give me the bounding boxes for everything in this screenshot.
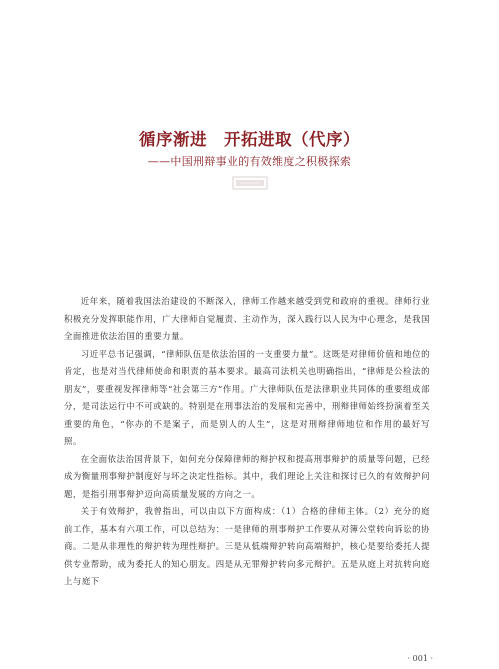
page-number: · 001 · (407, 654, 433, 663)
paragraph: 关于有效辩护，我曾指出，可以由以下方面构成：（1）合格的律师主体。（2）充分的庭前工作，基本有六项工作，可以总结为：一是律师的刑事辩护工作要从对簿公堂转向诉讼的协商。二是从非理性的辩护转为理性辩护。三是从低端辩护转向高端辩护，核心是要给委托人提供专业帮助，成为委托人的知心朋友。四是从无罪辩护转向多元辩护。五是从庭上对抗转向庭上与庭下 (64, 506, 430, 586)
paragraph: 近年来，随着我国法治建设的不断深入，律师工作越来越受到党和政府的重视。律师行业积极充分发挥职能作用，广大律师自觉履责、主动作为，深入践行以人民为中心理念，是我国全面推进依法治国的重要力量。 (64, 296, 430, 341)
page-title: 循序渐进 开拓进取（代序） (139, 130, 360, 149)
paragraph: 习近平总书记强调，“律师队伍是依法治国的一支重要力量”。这既是对律师价值和地位的肯定，也是对当代律师使命和职责的基本要求。最高司法机关也明确指出，“律师是公检法的朋友”，要重视发挥律师等“社会第三方”作用。广大律师队伍是法律职业共同体的重要组成部分，是司法运行中不可或缺的。特别是在刑事法治的发展和完善中，刑辩律师始终扮演着至关重要的角色，“你办的不是案子，而是别人的人生”，这是对刑辩律师地位和作用的最好写照。 (64, 348, 430, 446)
body-text (64, 293, 430, 591)
paragraph: 在全面依法治国背景下，如何充分保障律师的辩护权和提高刑事辩护的质量等问题，已经成为衡量刑事辩护制度好与坏之决定性指标。其中，我们理论上关注和探讨已久的有效辩护问题，是指引刑事辩护迈向高质量发展的方向之一。 (64, 453, 430, 499)
seal-ornament-icon (232, 176, 268, 190)
page-subtitle: ——中国刑辩事业的有效维度之积极探索 (147, 155, 352, 168)
